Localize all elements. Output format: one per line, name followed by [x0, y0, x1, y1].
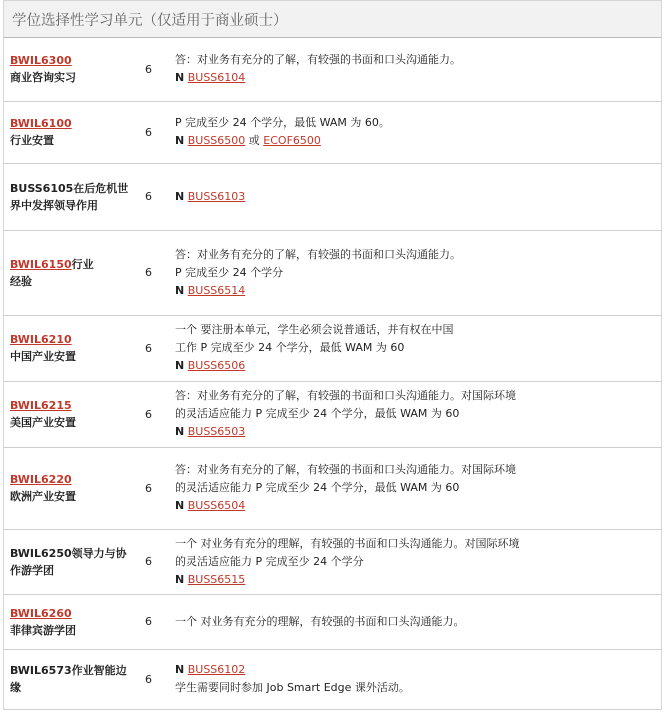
- prohibition-label: N: [175, 663, 185, 676]
- table-row: [4, 315, 662, 381]
- prohibited-unit-link[interactable]: ECOF6500: [263, 134, 321, 147]
- requirements-cell: [169, 529, 662, 594]
- requirement-text: P 完成至少 24 个学分: [175, 265, 284, 279]
- prohibition-label: N: [175, 572, 185, 586]
- table-row: [4, 381, 662, 447]
- requirement-text: 学生需要同时参加 Job Smart Edge 课外活动。: [175, 681, 410, 694]
- unit-name: 中国产业安置: [10, 350, 76, 363]
- credits: 6: [145, 38, 169, 101]
- unit-cell: [4, 230, 146, 315]
- table-row: [4, 529, 662, 594]
- requirements-cell: [169, 315, 662, 381]
- credits: 6: [145, 594, 169, 649]
- requirements-cell: [169, 447, 662, 529]
- prohibition-label: N: [175, 425, 185, 438]
- table-row: [4, 447, 662, 529]
- unit-code-link[interactable]: BWIL6100: [10, 117, 72, 130]
- requirement-text: P 完成至少 24 个学分，最低 WAM 为 60。: [175, 116, 390, 129]
- requirements-cell: [169, 38, 662, 101]
- requirements-cell: [169, 594, 662, 649]
- prohibited-unit-link[interactable]: BUSS6515: [187, 572, 246, 586]
- credits: 6: [145, 101, 169, 163]
- unit-name: 缘: [10, 681, 21, 694]
- unit-name: 美国产业安置: [10, 416, 76, 429]
- unit-cell: [4, 38, 146, 101]
- unit-code-link[interactable]: BWIL6150: [10, 257, 72, 271]
- prohibition-label: N: [175, 189, 185, 203]
- unit-cell: [4, 101, 146, 163]
- requirement-text: 答：对业务有充分的了解，有较强的书面和口头沟通能力。: [175, 247, 461, 261]
- requirements-cell: [169, 381, 662, 447]
- unit-name: 经验: [10, 274, 32, 288]
- unit-name: 行业: [71, 257, 94, 271]
- prohibited-unit-link[interactable]: BUSS6103: [187, 189, 246, 203]
- unit-name: 商业咨询实习: [10, 71, 76, 85]
- or-text: 或: [248, 134, 260, 147]
- requirement-text: 答：对业务有充分的了解，有较强的书面和口头沟通能力。对国际环境: [175, 389, 516, 402]
- requirement-text: 答：对业务有充分的了解，有较强的书面和口头沟通能力。: [175, 53, 461, 67]
- requirement-text: 工作 P 完成至少 24 个学分，最低 WAM 为 60: [175, 341, 405, 354]
- unit-name: 菲律宾游学团: [10, 623, 76, 637]
- electives-table-container: [3, 0, 662, 710]
- requirement-text: 答：对业务有充分的了解，有较强的书面和口头沟通能力。对国际环境: [175, 463, 516, 476]
- requirement-text: 的灵活适应能力 P 完成至少 24 个学分，最低 WAM 为 60: [175, 407, 460, 420]
- requirement-text: 的灵活适应能力 P 完成至少 24 个学分: [175, 554, 364, 568]
- requirement-text: 一个 对业务有充分的理解，有较强的书面和口头沟通能力。: [175, 614, 465, 628]
- unit-cell: [4, 649, 146, 709]
- requirements-cell: [169, 163, 662, 230]
- electives-table: [3, 38, 662, 710]
- unit-name: 欧洲产业安置: [10, 490, 76, 503]
- unit-cell: [4, 163, 146, 230]
- prohibited-unit-link[interactable]: BUSS6102: [187, 663, 246, 676]
- table-row: [4, 38, 662, 101]
- prohibited-unit-link[interactable]: BUSS6514: [187, 283, 246, 297]
- requirements-cell: [169, 101, 662, 163]
- prohibited-unit-link[interactable]: BUSS6500: [187, 134, 246, 147]
- unit-name: 界中发挥领导作用: [10, 198, 98, 212]
- unit-name: BWIL6573作业智能边: [10, 664, 127, 677]
- credits: 6: [145, 381, 169, 447]
- table-row: [4, 649, 662, 709]
- credits: 6: [145, 163, 169, 230]
- credits: 6: [145, 230, 169, 315]
- unit-code-link[interactable]: BWIL6215: [10, 399, 72, 412]
- unit-cell: [4, 447, 146, 529]
- unit-cell: [4, 529, 146, 594]
- prohibition-label: N: [175, 283, 185, 297]
- requirement-text: 的灵活适应能力 P 完成至少 24 个学分，最低 WAM 为 60: [175, 481, 460, 494]
- table-header-title: 学位选择性学习单元（仅适用于商业硕士）: [12, 12, 288, 29]
- unit-code-link[interactable]: BWIL6220: [10, 473, 72, 486]
- prohibited-unit-link[interactable]: BUSS6504: [187, 499, 246, 512]
- prohibited-unit-link[interactable]: BUSS6104: [187, 71, 246, 85]
- unit-name: BWIL6250领导力与协: [10, 546, 127, 560]
- unit-cell: [4, 315, 146, 381]
- requirement-text: 一个 对业务有充分的理解，有较强的书面和口头沟通能力。对国际环境: [175, 536, 520, 550]
- prohibition-label: N: [175, 499, 185, 512]
- unit-cell: [4, 594, 146, 649]
- unit-code-link[interactable]: BWIL6210: [10, 333, 72, 346]
- unit-code-link[interactable]: BWIL6260: [10, 606, 72, 620]
- prohibition-label: N: [175, 134, 185, 147]
- prohibition-label: N: [175, 359, 185, 372]
- table-header: [3, 0, 662, 38]
- prohibited-unit-link[interactable]: BUSS6506: [187, 359, 246, 372]
- prohibited-unit-link[interactable]: BUSS6503: [187, 425, 246, 438]
- unit-name: 行业安置: [10, 134, 54, 147]
- table-row: [4, 230, 662, 315]
- unit-code-link[interactable]: BWIL6300: [10, 54, 72, 68]
- unit-name: BUSS6105在后危机世: [10, 181, 129, 195]
- credits: 6: [145, 529, 169, 594]
- requirement-text: 一个 要注册本单元，学生必须会说普通话，并有权在中国: [175, 323, 454, 336]
- credits: 6: [145, 649, 169, 709]
- unit-cell: [4, 381, 146, 447]
- table-row: [4, 101, 662, 163]
- prohibition-label: N: [175, 71, 185, 85]
- unit-name: 作游学团: [10, 563, 54, 577]
- requirements-cell: [169, 230, 662, 315]
- table-row: [4, 594, 662, 649]
- table-row: [4, 163, 662, 230]
- credits: 6: [145, 447, 169, 529]
- requirements-cell: [169, 649, 662, 709]
- credits: 6: [145, 315, 169, 381]
